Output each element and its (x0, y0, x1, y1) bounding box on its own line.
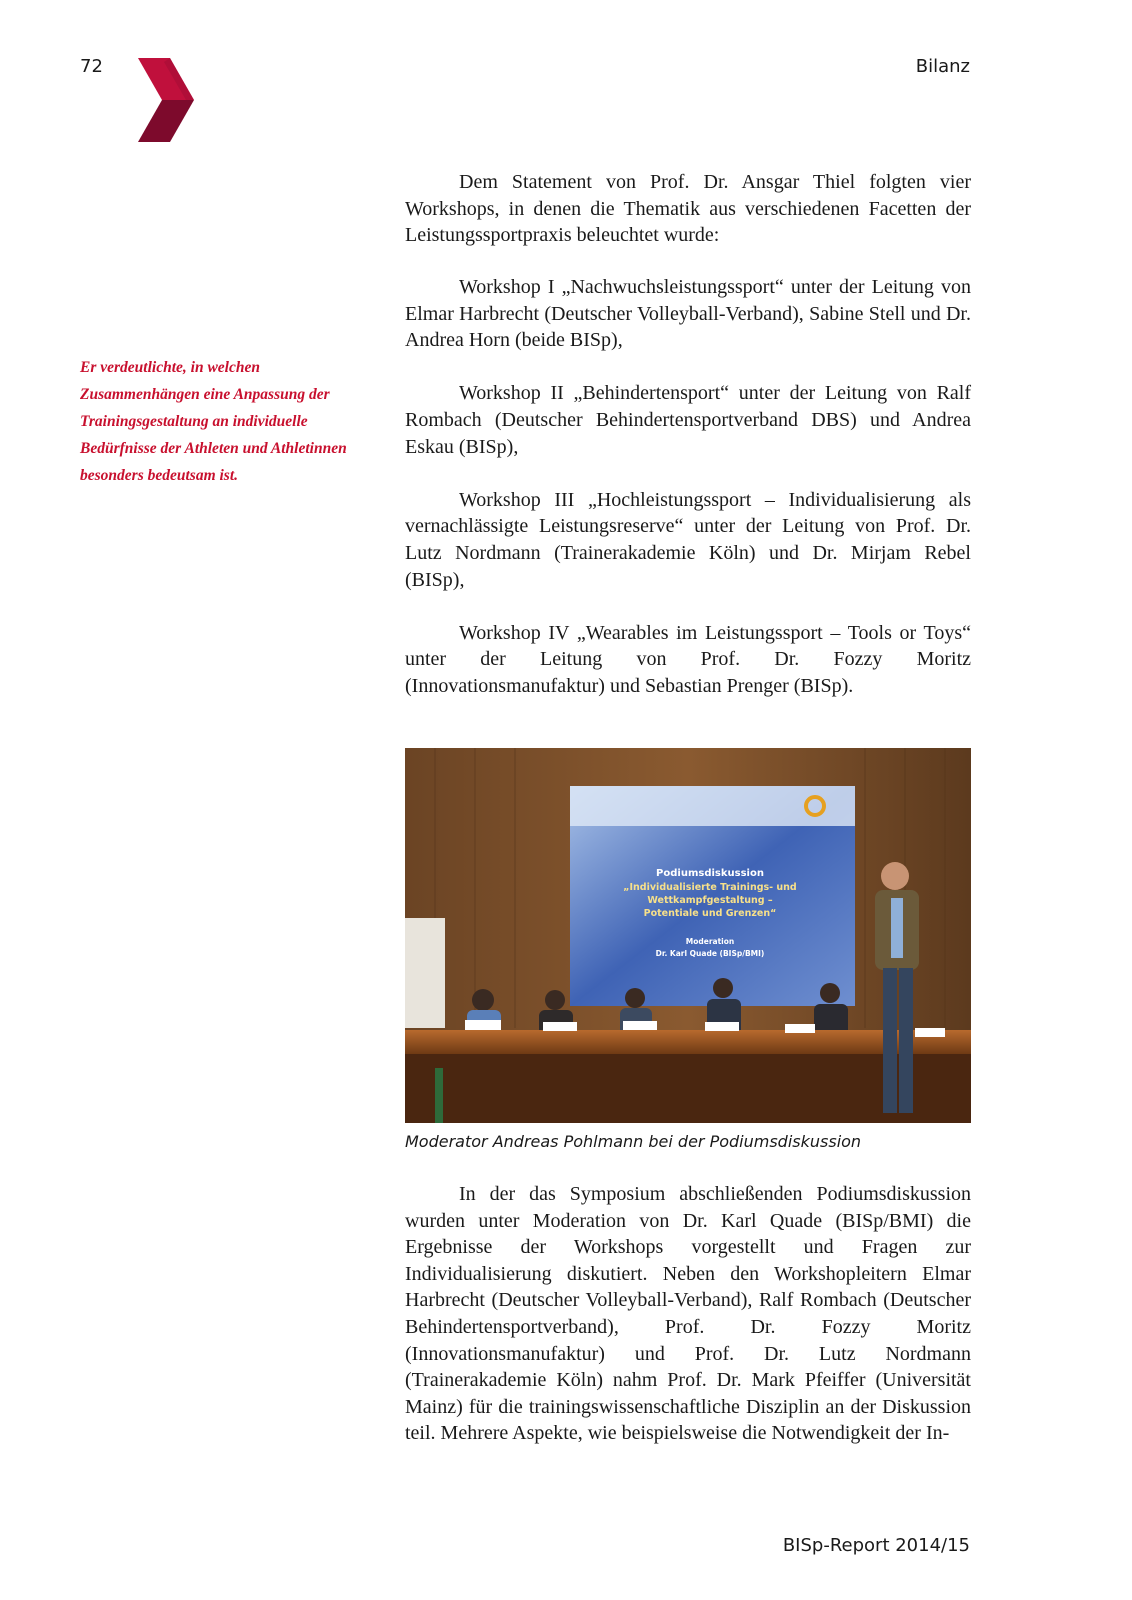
screen-line1: „Individualisierte Trainings- und (623, 882, 797, 893)
intro-paragraph (405, 169, 971, 249)
footer-report-name: BISp-Report 2014/15 (782, 1535, 970, 1556)
closing-paragraph (405, 1181, 971, 1447)
screen-moderator: Dr. Karl Quade (BISp/BMI) (655, 949, 765, 958)
workshop-item: Workshop I „Nachwuchsleistungssport“ unter der Leitung von Elmar Harbrecht (Deutscher Volleyball-Verband), Sabine Stell und Dr. Andrea Horn (beide BISp), (405, 276, 971, 352)
screen-line3: Potentiale und Grenzen“ (643, 908, 777, 919)
intro-text: Dem Statement von Prof. Dr. Ansgar Thiel folgten vier Workshops, in denen die Thematik aus verschiedenen Facetten der Leistungssportpraxis beleuchtet wurde: (405, 171, 971, 247)
photo-caption: Moderator Andreas Pohlmann bei der Podiumsdiskussion (405, 1132, 862, 1151)
screen-heading: Podiumsdiskussion (656, 868, 764, 879)
workshop-item: Workshop IV „Wearables im Leistungssport – Tools or Toys“ unter der Leitung von Prof. Dr. Fozzy Moritz (Innovationsmanufaktur) und Sebastian Prenger (BISp). (405, 621, 971, 697)
closing-text: In der das Symposium abschließenden Podiumsdiskussion wurden unter Moderation von Dr. Karl Quade (BISp/BMI) die Ergebnisse der Workshops vorgestellt und Fragen zur Individualisierung diskutiert. Neben den Workshopleitern Elmar Harbrecht (Deutscher Volleyball-Verband), Ralf Rombach (Deutscher Behindertensportverband), Prof. Dr. Fozzy Moritz (Innovationsmanufaktur) und Prof. Dr. Lutz Nordmann (Trainerakademie Köln) nahm Prof. Dr. Mark Pfeiffer (Universität Mainz) für die trainingswissenschaftliche Disziplin an der Diskussion teil. Mehrere Aspekte, wie beispielsweise die Notwendigkeit der In- (405, 1183, 971, 1445)
section-title: Bilanz (915, 56, 970, 77)
screen-line2: Wettkampfgestaltung – (647, 895, 773, 906)
screen-moderation: Moderation (685, 937, 735, 946)
chevron-logo-icon (138, 58, 194, 142)
podium-discussion-photo (405, 748, 971, 1123)
workshop-item: Workshop III „Hochleistungssport – Individualisierung als vernachlässigte Leistungsreserve“ unter der Leitung von Prof. Dr. Lutz Nordmann (Trainerakademie Köln) und Dr. Mirjam Rebel (BISp), (405, 488, 971, 591)
workshop-list (405, 274, 971, 726)
sidenote-text: Er verdeutlichte, in welchen Zusammenhängen eine Anpassung der Trainingsgestaltung an individuelle Bedürfnisse der Athleten und Athletinnen besonders bedeutsam ist. (80, 359, 347, 484)
page-number: 72 (80, 56, 103, 77)
sidenote (80, 354, 370, 489)
workshop-item: Workshop II „Behindertensport“ unter der Leitung von Ralf Rombach (Deutscher Behindertensportverband DBS) und Andrea Eskau (BISp), (405, 382, 971, 458)
